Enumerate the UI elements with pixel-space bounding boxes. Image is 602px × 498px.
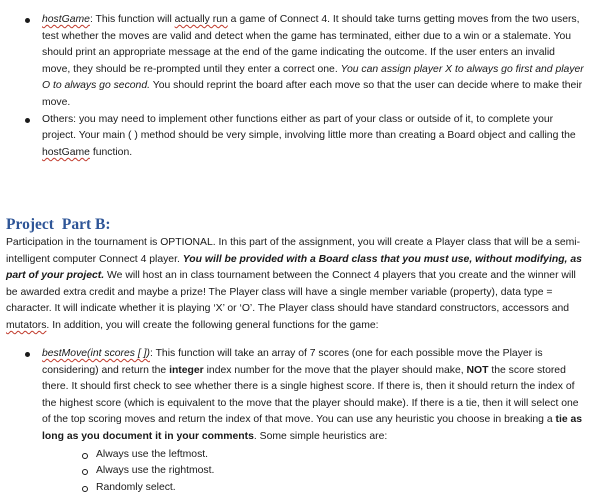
paragraph-text: . In addition, you will create the following general functions for the game: [46,319,379,331]
heuristic-text: Always use the leftmost. [96,448,209,460]
paragraph-text: Participation in the tournament is OPTIONAL. In this part of the assignment, you will create a Player class that will be a semi-intelligent computer Connect 4 player. [6,237,581,265]
bullet-text: : This function will take an array of 7 scores (one for each possible move the Player is considering) and return the [42,348,543,376]
bullet-text: a game of Connect 4. It should take turns getting moves from the two users, test whether the moves are valid and detect when the game has terminated, either due to a win or a stalemate. You should print an appropriate message at the end of the game indicating the outcome. If the user enters an invalid move, they should be re-prompted until they enter a correct one. [42,14,580,75]
intro-paragraph [6,235,590,335]
bullet-icon [25,118,30,123]
bullet-text: You should reprint the board after each move so that the user can decide where to make their move. [42,80,583,108]
circle-bullet-icon [82,453,88,459]
bullet-text: Others: you may need to implement other functions either as part of your class or outside of it, to complete your project. Your main ( ) method should be very simple, involving little more than creating a Board object and calling the [42,113,576,142]
bullet-text: the score stored there. It should first check to see whether there is a single highest score. If there is, then it should return the index of the highest score (which is equivalent to the move that the player should make). If there is a tie, then it will select one of the top scoring moves and return the index of that move. You can use any heuristic you choose in breaking a [42,364,579,426]
bold-text: tie as long as you document it in your comments [42,414,583,442]
bullet-hostgame [0,12,602,112]
bullet-icon [25,18,30,23]
spell-flagged-text: actually run [174,14,228,25]
spell-flagged-text: hostGame [42,146,90,158]
top-bullet-list [0,12,602,161]
function-name: hostGame [42,14,90,25]
function-bullet-list [0,346,602,496]
heuristic-text: Always use the rightmost. [96,465,215,477]
bullet-text: index number for the move that the player should make, [203,364,467,376]
bold-text: NOT [466,364,489,376]
italic-text: You can assign player X to always go first and player O to always go second. [42,63,584,92]
list-item [80,447,586,464]
section-heading [6,215,111,235]
spell-flagged-text: mutators [6,319,47,331]
list-item [80,480,586,497]
heuristic-text: Randomly select. [96,481,176,493]
function-signature: bestMove(int scores [ ]) [42,348,150,359]
circle-bullet-icon [82,486,88,492]
circle-bullet-icon [82,469,88,475]
bullet-text: : This function will [89,14,175,25]
heading-part1: Project [6,216,54,233]
bullet-others [0,112,602,162]
bold-italic-text: You will be provided with a Board class that you must use, without modifying, as part of your project. [6,253,582,282]
bullet-text: function. [89,146,133,158]
heading-part2: Part B: [61,216,111,233]
bullet-text: . Some simple heuristics are: [253,430,388,442]
bullet-icon [25,352,30,357]
bullet-bestmove [0,346,602,496]
paragraph-text: We will host an in class tournament between the Connect 4 players that you create and the winner will be awarded extra credit and maybe a prize! The Player class will have a single member variable (property), data type = character. It will indicate whether it is playing ‘X’ or ‘O’. The Player class should have standard constructors, accessors and [6,270,576,315]
list-item [80,463,586,480]
heuristics-list [42,447,586,497]
bold-text: integer [169,364,204,376]
